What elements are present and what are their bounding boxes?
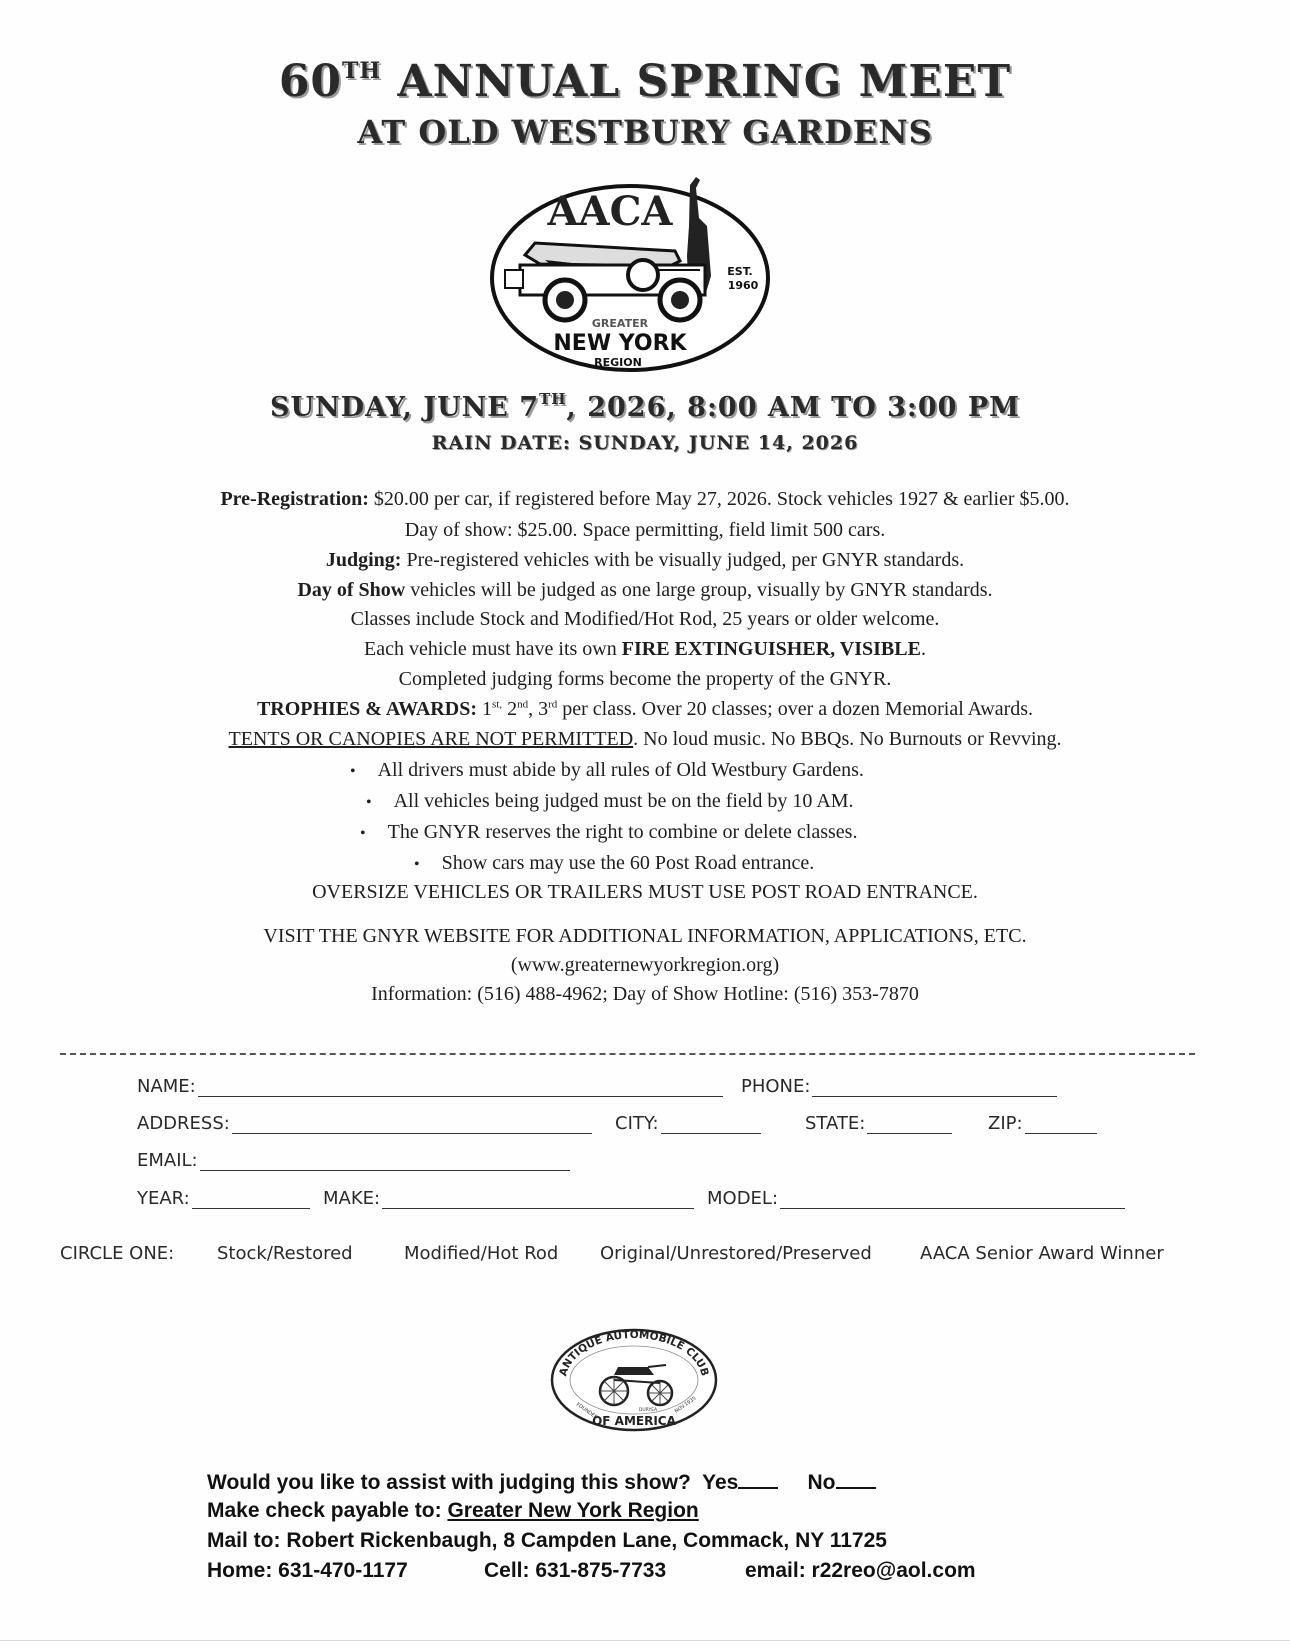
email-row [137,1150,570,1171]
year-blank[interactable] [192,1190,310,1209]
svg-text:ANTIQUE AUTOMOBILE CLUB: ANTIQUE AUTOMOBILE CLUB [557,1328,711,1378]
state-row [805,1113,952,1134]
title-ordinal: TH [342,58,382,84]
tents-rest: . No loud music. No BBQs. No Burnouts or Revving. [633,728,1062,750]
phone-field[interactable] [741,1076,1057,1097]
circle-one-label: CIRCLE ONE: [60,1243,175,1264]
rule-bullet-3: • The GNYR reserves the right to combine or delete classes. [360,821,857,844]
website-link[interactable]: (www.greaternewyorkregion.org) [510,954,780,976]
no-blank[interactable] [836,1469,876,1489]
year-row [137,1188,310,1209]
forms-line: Completed judging forms become the property of the GNYR. [398,668,892,690]
name-label: NAME: [137,1076,196,1097]
trophy-1: 1 [476,698,492,720]
address-label: ADDRESS: [137,1113,230,1134]
svg-text:REGION: REGION [594,356,642,369]
svg-text:FOUNDED: FOUNDED [574,1401,599,1422]
cell-phone: Cell: 631-875-7733 [484,1559,667,1582]
model-blank[interactable] [780,1190,1125,1209]
oversize-line: OVERSIZE VEHICLES OR TRAILERS MUST USE POST ROAD ENTRANCE. [312,881,978,903]
payable-row [207,1499,699,1523]
day-of-show-judging [0,579,1290,602]
phone-row [741,1076,1057,1097]
extinguisher-post: . [920,638,926,660]
city-field[interactable] [615,1113,761,1134]
city-label: CITY: [615,1113,659,1134]
trophy-3-sup: rd [548,698,558,711]
svg-text:GREATER: GREATER [591,317,649,330]
svg-text:1960: 1960 [727,279,759,292]
zip-label: ZIP: [988,1113,1023,1134]
svg-text:NEW YORK: NEW YORK [553,331,687,356]
mail-to: Mail to: Robert Rickenbaugh, 8 Campden Lane, Commack, NY 11725 [207,1529,887,1552]
zip-blank[interactable] [1025,1115,1097,1134]
event-day: SUNDAY, JUNE 7 [269,392,540,423]
city-blank[interactable] [661,1115,761,1134]
svg-text:OF AMERICA: OF AMERICA [592,1414,676,1428]
model-label: MODEL: [707,1188,779,1209]
event-date [0,390,1290,423]
tents-line [0,728,1290,751]
address-blank[interactable] [232,1115,592,1134]
prereg-label: Pre-Registration: [220,488,369,510]
aaca-logo [548,1325,720,1435]
extinguisher-bold: FIRE EXTINGUISHER, VISIBLE [621,638,921,660]
svg-text:DURYEA: DURYEA [638,1408,658,1413]
dos-text: vehicles will be judged as one large group, visually by GNYR standards. [405,579,993,601]
svg-text:NOV.1935: NOV.1935 [673,1395,698,1415]
class-option-aaca-senior[interactable]: AACA Senior Award Winner [920,1243,1164,1264]
judging-assist-row [207,1469,876,1495]
judging-assist-question: Would you like to assist with judging this show? [207,1471,691,1494]
trophy-2-sup: nd [517,698,529,711]
aaca-logo-icon [548,1325,720,1435]
trophy-2: 2 [502,698,518,720]
event-subtitle: AT OLD WESTBURY GARDENS [357,113,933,151]
trophy-1-sup: st, [491,698,503,711]
judging-line [0,549,1290,572]
model-row [707,1188,1125,1209]
email-blank[interactable] [200,1152,570,1171]
phone-blank[interactable] [812,1078,1057,1097]
title-number: 60 [278,56,343,107]
make-blank[interactable] [382,1190,694,1209]
contact-email[interactable]: email: r22reo@aol.com [745,1559,976,1582]
event-title [0,56,1290,107]
prereg-line [0,488,1290,511]
no-label: No [807,1471,836,1494]
rule-bullet-2: • All vehicles being judged must be on the field by 10 AM. [366,790,854,813]
rule-bullet-4: • Show cars may use the 60 Post Road entrance. [414,852,814,875]
title-text: ANNUAL SPRING MEET [381,56,1012,107]
yes-blank[interactable] [738,1469,778,1489]
city-row [615,1113,761,1134]
cut-line-divider [60,1053,1195,1055]
zip-row [988,1113,1097,1134]
model-field[interactable] [707,1188,1125,1209]
address-field[interactable] [137,1113,592,1134]
year-label: YEAR: [137,1188,190,1209]
yes-label: Yes [702,1471,739,1494]
make-row [323,1188,694,1209]
state-field[interactable] [805,1113,952,1134]
state-blank[interactable] [867,1115,952,1134]
make-field[interactable] [323,1188,694,1209]
day-of-show-fee: Day of show: $25.00. Space permitting, field limit 500 cars. [404,519,886,541]
name-field[interactable] [137,1076,723,1097]
email-label: EMAIL: [137,1150,198,1171]
svg-text:EST.: EST. [727,265,753,278]
prereg-text: $20.00 per car, if registered before May 27, 2026. Stock vehicles 1927 & earlier $5.00. [368,488,1070,510]
phone-label: PHONE: [741,1076,811,1097]
make-label: MAKE: [323,1188,381,1209]
tents-warning: TENTS OR CANOPIES ARE NOT PERMITTED [228,728,634,750]
rule-bullet-1: • All drivers must abide by all rules of Old Westbury Gardens. [350,759,864,782]
info-phones: Information: (516) 488-4962; Day of Show Hotline: (516) 353-7870 [371,983,919,1005]
class-option-stock[interactable]: Stock/Restored [217,1243,353,1264]
name-blank[interactable] [198,1078,723,1097]
class-option-original[interactable]: Original/Unrestored/Preserved [600,1243,872,1264]
email-field[interactable] [137,1150,570,1171]
class-option-modified[interactable]: Modified/Hot Rod [404,1243,559,1264]
gnyr-logo-icon [485,170,775,375]
svg-text:AACA: AACA [547,188,673,235]
name-row [137,1076,723,1097]
rain-date: RAIN DATE: SUNDAY, JUNE 14, 2026 [431,432,859,454]
trophy-3: , 3 [528,698,549,720]
payable-to: Greater New York Region [447,1499,699,1522]
trophies-line [0,698,1290,721]
event-time: , 2026, 8:00 AM TO 3:00 PM [566,392,1021,423]
gnyr-logo [485,170,775,375]
payable-label: Make check payable to: [207,1499,448,1522]
state-label: STATE: [805,1113,866,1134]
zip-field[interactable] [988,1113,1097,1134]
trophies-label: TROPHIES & AWARDS: [256,698,477,720]
classes-line: Classes include Stock and Modified/Hot Rod, 25 years or older welcome. [350,608,940,630]
dos-label: Day of Show [297,579,406,601]
extinguisher-pre: Each vehicle must have its own [364,638,622,660]
home-phone: Home: 631-470-1177 [207,1559,408,1582]
year-field[interactable] [137,1188,310,1209]
judging-text: Pre-registered vehicles with be visually judged, per GNYR standards. [401,549,965,571]
visit-line: VISIT THE GNYR WEBSITE FOR ADDITIONAL INFORMATION, APPLICATIONS, ETC. [263,925,1027,947]
judging-label: Judging: [325,549,402,571]
extinguisher-line [0,638,1290,661]
event-day-ordinal: TH [539,390,567,408]
trophies-text: per class. Over 20 classes; over a dozen Memorial Awards. [557,698,1034,720]
address-row [137,1113,592,1134]
